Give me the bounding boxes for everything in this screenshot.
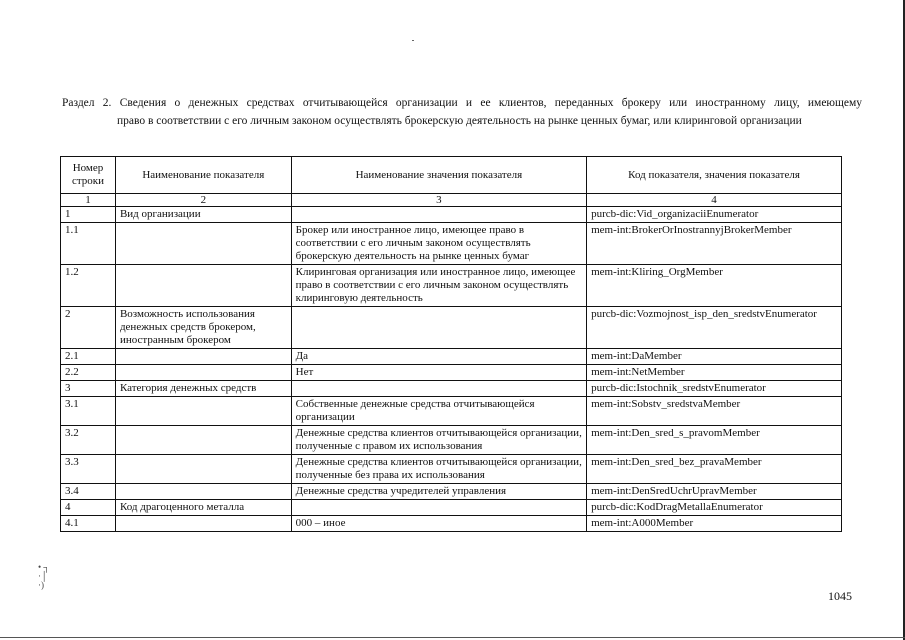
code-cell: purcb-dic:Vid_organizaciiEnumerator	[587, 207, 842, 223]
table-row	[61, 307, 842, 349]
header-row-number: Номер строки	[61, 157, 116, 194]
row-number-cell: 3	[61, 381, 116, 397]
indicator-name-cell	[115, 455, 291, 484]
code-cell: mem-int:BrokerOrInostrannyjBrokerMember	[587, 223, 842, 265]
value-name-cell: Да	[291, 349, 586, 365]
table-row	[61, 516, 842, 532]
column-number: 3	[291, 194, 586, 207]
header-value-name: Наименование значения показателя	[291, 157, 586, 194]
table-row	[61, 455, 842, 484]
value-name-cell: 000 – иное	[291, 516, 586, 532]
code-cell: mem-int:NetMember	[587, 365, 842, 381]
header-code: Код показателя, значения показателя	[587, 157, 842, 194]
code-cell: mem-int:Sobstv_sredstvaMember	[587, 397, 842, 426]
indicator-table	[60, 156, 842, 532]
header-indicator-name: Наименование показателя	[115, 157, 291, 194]
value-name-cell: Клиринговая организация или иностранное лицо, имеющее право в соответствии с его личным законом осуществлять клиринговую деятельность	[291, 265, 586, 307]
code-cell: mem-int:Kliring_OrgMember	[587, 265, 842, 307]
code-cell: purcb-dic:Istochnik_sredstvEnumerator	[587, 381, 842, 397]
row-number-cell: 4	[61, 500, 116, 516]
margin-scan-marks: • ┐ ·│ ·)	[38, 562, 50, 590]
table-header-row	[61, 157, 842, 194]
code-cell: purcb-dic:Vozmojnost_isp_den_sredstvEnumerator	[587, 307, 842, 349]
value-name-cell: Нет	[291, 365, 586, 381]
scan-speck	[412, 40, 414, 41]
table-row	[61, 397, 842, 426]
code-cell: mem-int:Den_sred_bez_pravaMember	[587, 455, 842, 484]
row-number-cell: 4.1	[61, 516, 116, 532]
code-cell: mem-int:Den_sred_s_pravomMember	[587, 426, 842, 455]
page-number: 1045	[828, 589, 852, 603]
value-name-cell: Денежные средства клиентов отчитывающейся организации, полученные без права их использования	[291, 455, 586, 484]
value-name-cell	[291, 500, 586, 516]
value-name-cell	[291, 381, 586, 397]
value-name-cell: Брокер или иностранное лицо, имеющее право в соответствии с его личным законом осуществлять брокерскую деятельность на рынке ценных бумаг	[291, 223, 586, 265]
value-name-cell: Собственные денежные средства отчитывающейся организации	[291, 397, 586, 426]
indicator-name-cell	[115, 265, 291, 307]
row-number-cell: 3.4	[61, 484, 116, 500]
table-row	[61, 500, 842, 516]
value-name-cell: Денежные средства учредителей управления	[291, 484, 586, 500]
row-number-cell: 3.3	[61, 455, 116, 484]
indicator-name-cell: Вид организации	[115, 207, 291, 223]
indicator-name-cell	[115, 426, 291, 455]
row-number-cell: 3.2	[61, 426, 116, 455]
table-row	[61, 484, 842, 500]
table-row	[61, 207, 842, 223]
row-number-cell: 1	[61, 207, 116, 223]
page-edge-bottom	[0, 637, 905, 638]
indicator-name-cell: Категория денежных средств	[115, 381, 291, 397]
column-number-row	[61, 194, 842, 207]
section-heading-line-1: Раздел 2. Сведения о денежных средствах отчитывающейся организации и ее клиентов, переданных брокеру или иностранному лицу, имеющему	[62, 97, 862, 109]
row-number-cell: 3.1	[61, 397, 116, 426]
section-heading-continuation: право в соответствии с его личным законом осуществлять брокерскую деятельность на рынке ценных бумаг, или клиринговой организации	[117, 115, 802, 127]
code-cell: mem-int:DenSredUchrUpravMember	[587, 484, 842, 500]
indicator-name-cell	[115, 484, 291, 500]
code-cell: mem-int:A000Member	[587, 516, 842, 532]
column-number: 4	[587, 194, 842, 207]
row-number-cell: 1.1	[61, 223, 116, 265]
table-row	[61, 381, 842, 397]
column-number: 2	[115, 194, 291, 207]
section-heading	[62, 94, 862, 130]
value-name-cell: Денежные средства клиентов отчитывающейся организации, полученные с правом их использования	[291, 426, 586, 455]
indicator-name-cell	[115, 397, 291, 426]
table-row	[61, 426, 842, 455]
column-number: 1	[61, 194, 116, 207]
indicator-name-cell	[115, 516, 291, 532]
row-number-cell: 2.1	[61, 349, 116, 365]
indicator-name-cell: Возможность использования денежных средств брокером, иностранным брокером	[115, 307, 291, 349]
row-number-cell: 2.2	[61, 365, 116, 381]
indicator-name-cell: Код драгоценного металла	[115, 500, 291, 516]
code-cell: mem-int:DaMember	[587, 349, 842, 365]
value-name-cell	[291, 307, 586, 349]
table-row	[61, 265, 842, 307]
row-number-cell: 1.2	[61, 265, 116, 307]
table-row	[61, 223, 842, 265]
indicator-name-cell	[115, 365, 291, 381]
indicator-name-cell	[115, 223, 291, 265]
table-row	[61, 365, 842, 381]
indicator-name-cell	[115, 349, 291, 365]
value-name-cell	[291, 207, 586, 223]
table-row	[61, 349, 842, 365]
code-cell: purcb-dic:KodDragMetallaEnumerator	[587, 500, 842, 516]
row-number-cell: 2	[61, 307, 116, 349]
